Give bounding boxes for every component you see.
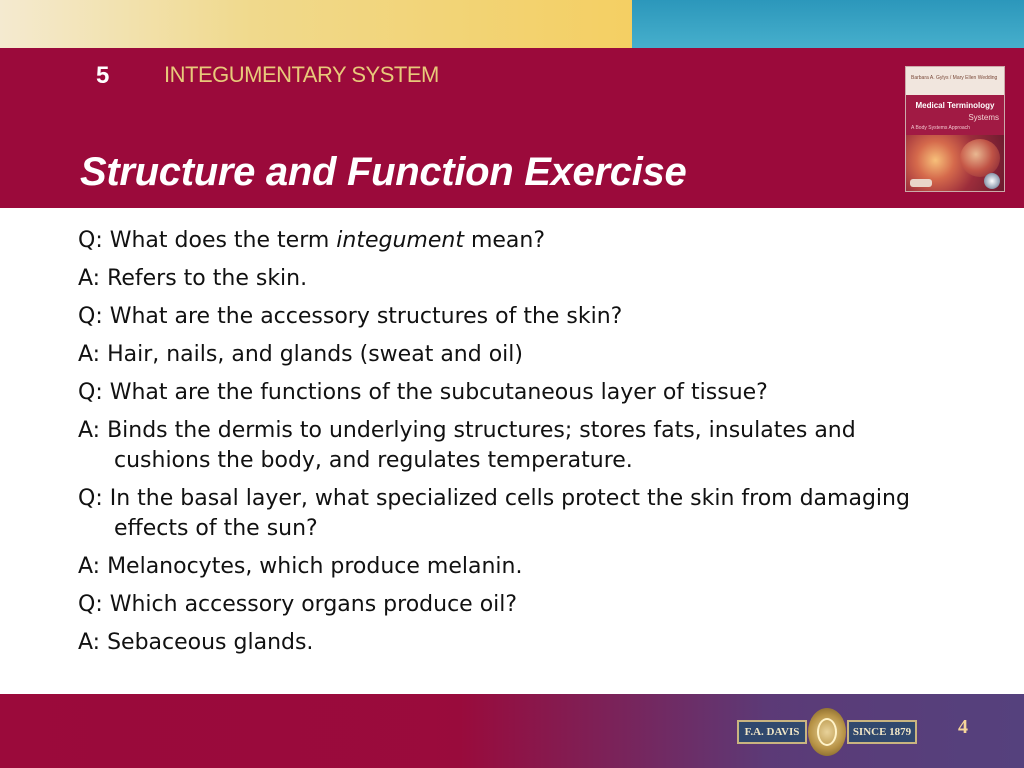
top-strip-blue	[632, 0, 1024, 48]
chapter-title: INTEGUMENTARY SYSTEM	[164, 62, 439, 87]
qa-line: Q: Which accessory organs produce oil?	[78, 592, 518, 617]
qa-text: mean?	[463, 228, 546, 253]
logo-right-plate: SINCE 1879	[847, 720, 917, 744]
qa-line: Q: What are the functions of the subcutaneous layer of tissue?	[78, 380, 768, 405]
qa-line	[78, 226, 928, 256]
qa-text: Q: What does the term	[78, 228, 337, 253]
top-decorative-strip	[0, 0, 1024, 48]
publisher-badge	[910, 179, 932, 187]
page-number: 4	[958, 716, 968, 738]
qa-line: Q: What are the accessory structures of the skin?	[78, 304, 623, 329]
book-title-line1: Medical Terminology	[915, 101, 995, 110]
qa-emphasis: integument	[336, 228, 464, 253]
qa-line: A: Binds the dermis to underlying structures; stores fats, insulates and cushions the body, and regulates temperature.	[78, 418, 856, 473]
book-cover-image	[905, 66, 1005, 192]
qa-line: A: Refers to the skin.	[78, 266, 308, 291]
slide-title: Structure and Function Exercise	[80, 150, 687, 194]
chapter-number: 5	[96, 62, 110, 89]
qa-line: A: Sebaceous glands.	[78, 630, 314, 655]
qa-content	[78, 226, 928, 666]
logo-left-plate: F.A. DAVIS	[737, 720, 807, 744]
fa-davis-logo	[737, 706, 917, 758]
slide-header	[0, 48, 1024, 208]
book-cover-art-circle	[960, 139, 1000, 177]
qa-line: Q: In the basal layer, what specialized cells protect the skin from damaging effects of the sun?	[78, 486, 910, 541]
book-authors: Barbara A. Gylys / Mary Ellen Wedding	[911, 75, 998, 81]
book-subtitle: A Body Systems Approach	[911, 125, 970, 131]
cd-disc-icon	[984, 173, 1000, 189]
qa-line: A: Hair, nails, and glands (sweat and oil)	[78, 342, 523, 367]
book-title-line2: Systems	[968, 113, 999, 122]
qa-line: A: Melanocytes, which produce melanin.	[78, 554, 523, 579]
top-strip-gold	[0, 0, 632, 48]
logo-seal-ring	[817, 718, 837, 746]
